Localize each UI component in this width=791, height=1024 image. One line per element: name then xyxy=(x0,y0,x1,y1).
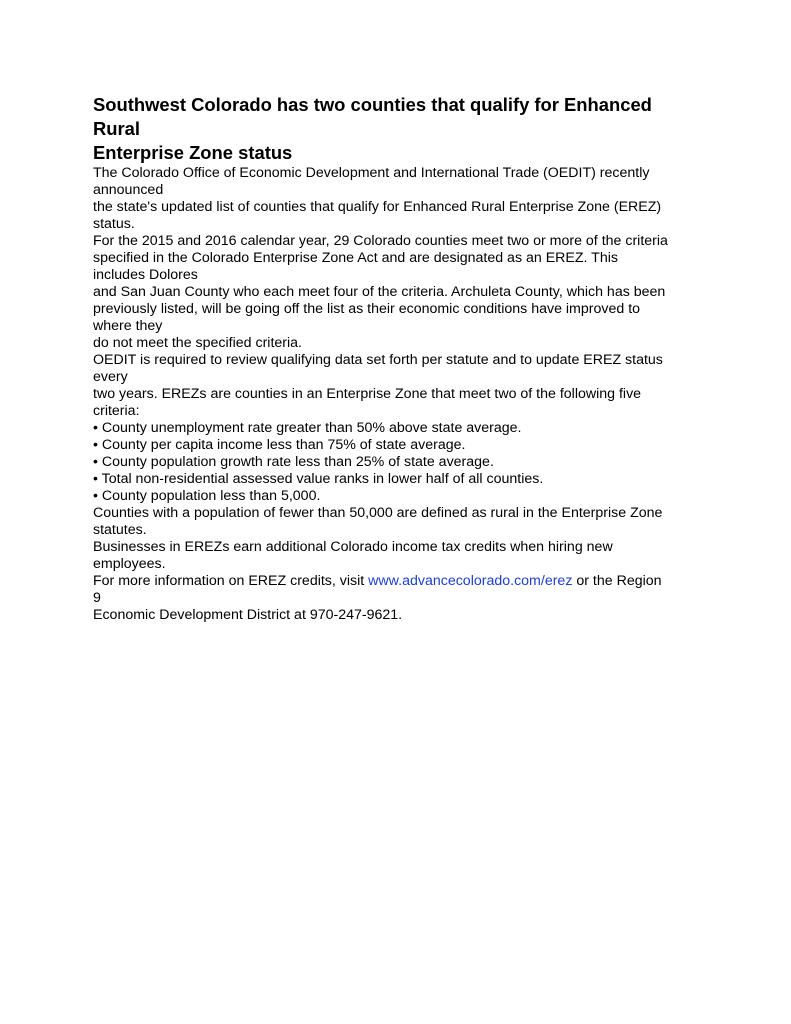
criteria-bullet: • County per capita income less than 75% of state average. xyxy=(93,437,466,453)
body-line: status. xyxy=(93,216,135,232)
body-line: For the 2015 and 2016 calendar year, 29 Colorado counties meet two or more of the criteria xyxy=(93,233,668,249)
body-line: criteria: xyxy=(93,403,140,419)
more-info-suffix: or the Region xyxy=(572,573,662,589)
criteria-bullet: • County population less than 5,000. xyxy=(93,488,321,504)
body-line: specified in the Colorado Enterprise Zone Act and are designated as an EREZ. This xyxy=(93,250,618,266)
more-info-prefix: For more information on EREZ credits, visit xyxy=(93,573,369,589)
body-line: where they xyxy=(93,318,163,334)
body-line: announced xyxy=(93,182,164,198)
criteria-bullet: • Total non-residential assessed value ranks in lower half of all counties. xyxy=(93,471,544,487)
more-info-line xyxy=(93,573,713,590)
body-line: Businesses in EREZs earn additional Colorado income tax credits when hiring new xyxy=(93,539,613,555)
body-line: do not meet the specified criteria. xyxy=(93,335,302,351)
body-line: employees. xyxy=(93,556,166,572)
article-title-line: Rural xyxy=(93,118,141,139)
body-line: statutes. xyxy=(93,522,147,538)
erez-link[interactable]: www.advancecolorado.com/erez xyxy=(368,573,573,589)
body-line: and San Juan County who each meet four of the criteria. Archuleta County, which has been xyxy=(93,284,666,300)
article-title-line: Enterprise Zone status xyxy=(93,142,293,163)
body-line: Counties with a population of fewer than 50,000 are defined as rural in the Enterprise Zone xyxy=(93,505,663,521)
body-line: the state's updated list of counties that qualify for Enhanced Rural Enterprise Zone (EREZ) xyxy=(93,199,662,215)
criteria-bullet: • County unemployment rate greater than 50% above state average. xyxy=(93,420,522,436)
body-line: OEDIT is required to review qualifying data set forth per statute and to update EREZ status xyxy=(93,352,663,368)
body-line: previously listed, will be going off the list as their economic conditions have improved to xyxy=(93,301,641,317)
criteria-bullet: • County population growth rate less than 25% of state average. xyxy=(93,454,494,470)
body-line: The Colorado Office of Economic Development and International Trade (OEDIT) recently xyxy=(93,165,650,181)
body-line: 9 xyxy=(93,590,101,606)
body-line: every xyxy=(93,369,128,385)
body-line: two years. EREZs are counties in an Enterprise Zone that meet two of the following five xyxy=(93,386,642,402)
body-line: Economic Development District at 970-247-9621. xyxy=(93,607,403,623)
document-body xyxy=(93,93,713,624)
body-line: includes Dolores xyxy=(93,267,198,283)
article-title-line: Southwest Colorado has two counties that qualify for Enhanced xyxy=(93,94,652,115)
